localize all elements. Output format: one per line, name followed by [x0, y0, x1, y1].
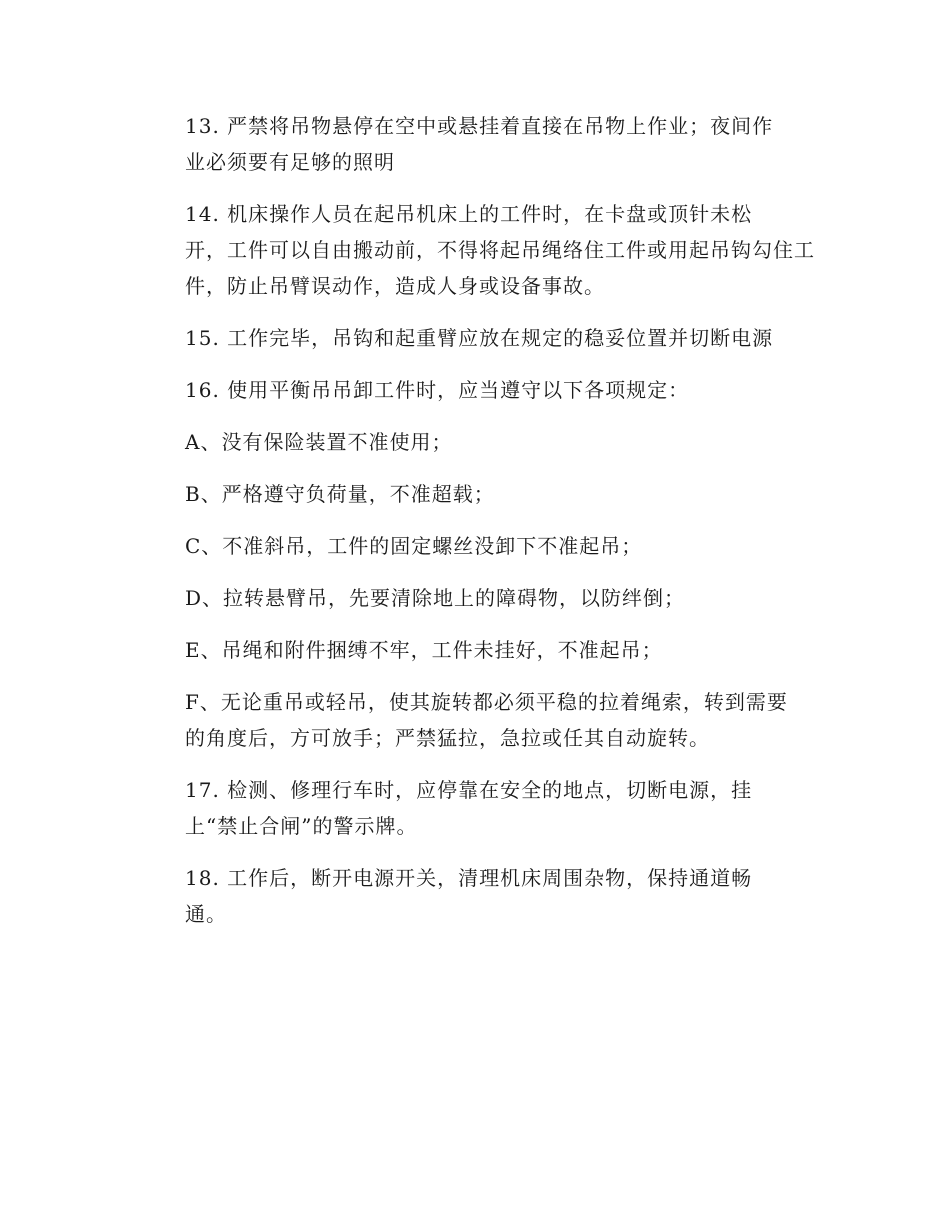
sub-item-a — [141, 424, 821, 460]
text-line: 17. 检测、修理行车时，应停靠在安全的地点，切断电源，挂 — [185, 778, 753, 802]
paragraph-item-14 — [141, 196, 821, 304]
text-line: 18. 工作后，断开电源开关，清理机床周围杂物，保持通道畅 — [185, 866, 753, 890]
text-line: D、拉转悬臂吊，先要清除地上的障碍物，以防绊倒； — [185, 586, 686, 610]
text-line: 上“禁止合闸”的警示牌。 — [185, 814, 418, 838]
paragraph-item-17 — [141, 772, 821, 844]
sub-item-b — [141, 476, 821, 512]
text-line: 业必须要有足够的照明 — [185, 150, 395, 174]
text-line: 13. 严禁将吊物悬停在空中或悬挂着直接在吊物上作业；夜间作 — [185, 114, 774, 138]
paragraph-item-13 — [141, 108, 821, 180]
paragraph-item-15 — [141, 320, 821, 356]
text-line: 开，工件可以自由搬动前，不得将起吊绳络住工件或用起吊钩勾住工 — [185, 238, 815, 262]
sub-item-e — [141, 632, 821, 668]
sub-item-f — [141, 684, 821, 756]
text-line: 的角度后，方可放手；严禁猛拉，急拉或任其自动旋转。 — [185, 726, 710, 750]
text-line: 15. 工作完毕，吊钩和起重臂应放在规定的稳妥位置并切断电源 — [185, 326, 774, 350]
text-line: 16. 使用平衡吊吊卸工件时，应当遵守以下各项规定： — [185, 378, 690, 402]
text-line: B、严格遵守负荷量，不准超载； — [185, 482, 495, 506]
text-line: 14. 机床操作人员在起吊机床上的工件时，在卡盘或顶针未松 — [185, 202, 753, 226]
text-line: 件，防止吊臂误动作，造成人身或设备事故。 — [185, 274, 605, 298]
text-line: E、吊绳和附件捆缚不牢，工件未挂好，不准起吊； — [185, 638, 663, 662]
text-line: C、不准斜吊，工件的固定螺丝没卸下不准起吊； — [185, 534, 643, 558]
sub-item-c — [141, 528, 821, 564]
paragraph-item-16 — [141, 372, 821, 408]
document-body — [141, 108, 821, 932]
paragraph-item-18 — [141, 860, 821, 932]
text-line: F、无论重吊或轻吊，使其旋转都必须平稳的拉着绳索，转到需要 — [185, 690, 788, 714]
text-line: 通。 — [185, 902, 227, 926]
text-line: A、没有保险装置不准使用； — [185, 430, 453, 454]
sub-item-d — [141, 580, 821, 616]
